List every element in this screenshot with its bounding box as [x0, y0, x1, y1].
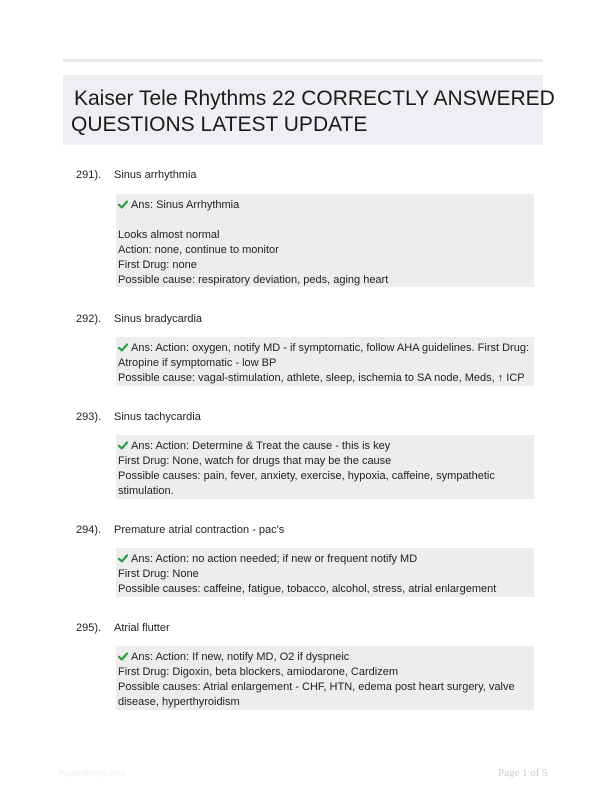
- checkmark-icon: [118, 343, 128, 352]
- question-text: Sinus arrhythmia: [114, 169, 197, 181]
- question-number: 293).: [76, 411, 102, 423]
- checkmark-icon: [118, 652, 128, 661]
- answer-line: First Drug: none: [118, 259, 197, 271]
- answer-line: Possible causes: caffeine, fatigue, tobacco, alcohol, stress, atrial enlargement: [118, 583, 497, 595]
- answer-box: [116, 548, 534, 597]
- document-title-line-2: QUESTIONS LATEST UPDATE: [71, 113, 368, 136]
- top-divider: [63, 59, 543, 62]
- question-text: Premature atrial contraction - pac's: [114, 524, 285, 536]
- answer-label: Ans: Action: oxygen, notify MD - if symptomatic, follow AHA guidelines. First Drug:: [131, 342, 529, 354]
- answer-line: Possible cause: vagal-stimulation, athlete, sleep, ischemia to SA node, Meds, ↑ ICP: [118, 372, 525, 384]
- answer-box: [116, 194, 534, 287]
- answer-line: Action: none, continue to monitor: [118, 244, 279, 256]
- answer-box: [116, 337, 534, 386]
- answer-spacer: [118, 213, 532, 228]
- answer-box: [116, 435, 534, 499]
- question-text: Sinus bradycardia: [114, 313, 203, 325]
- question-text: Sinus tachycardia: [114, 411, 201, 423]
- answer-line: [118, 198, 532, 213]
- answer-line: [118, 439, 532, 454]
- answer-line: Possible cause: respiratory deviation, peds, aging heart: [118, 274, 389, 286]
- answer-line: Possible causes: pain, fever, anxiety, exercise, hypoxia, caffeine, sympathetic: [118, 470, 495, 482]
- answer-label: Ans: Action: Determine & Treat the cause - this is key: [131, 440, 391, 452]
- answer-line: Looks almost normal: [118, 229, 220, 241]
- answer-line: Atropine if symptomatic - low BP: [118, 357, 277, 369]
- answer-line: [118, 341, 532, 356]
- question-number: 294).: [76, 524, 102, 536]
- answer-line: [118, 552, 532, 567]
- answer-line: First Drug: None: [118, 568, 199, 580]
- question-number: 291).: [76, 169, 102, 181]
- checkmark-icon: [118, 200, 128, 209]
- answer-line: stimulation.: [118, 485, 174, 497]
- checkmark-icon: [118, 554, 128, 563]
- document-title-banner: [63, 75, 555, 145]
- answer-line: First Drug: None, watch for drugs that may be the cause: [118, 455, 392, 467]
- answer-line: disease, hyperthyroidism: [118, 696, 240, 708]
- question-text: Atrial flutter: [114, 622, 170, 634]
- document-title-line-1: Kaiser Tele Rhythms 22 CORRECTLY ANSWERED: [74, 87, 555, 110]
- answer-line: [118, 650, 532, 665]
- checkmark-icon: [118, 441, 128, 450]
- answer-line: Possible causes: Atrial enlargement - CHF, HTN, edema post heart surgery, valve: [118, 681, 515, 693]
- footer-page-number: Page 1 of 5: [498, 767, 548, 779]
- answer-line: First Drug: Digoxin, beta blockers, amiodarone, Cardizem: [118, 666, 399, 678]
- answer-label: Ans: Action: If new, notify MD, O2 if dyspneic: [131, 651, 350, 663]
- answer-box: [116, 646, 534, 710]
- answer-label: Ans: Action: no action needed; if new or frequent notify MD: [131, 553, 418, 565]
- question-number: 295).: [76, 622, 102, 634]
- footer-site-watermark: Paperlibrary.com: [58, 768, 126, 778]
- answer-label: Ans: Sinus Arrhythmia: [131, 199, 240, 211]
- question-number: 292).: [76, 313, 102, 325]
